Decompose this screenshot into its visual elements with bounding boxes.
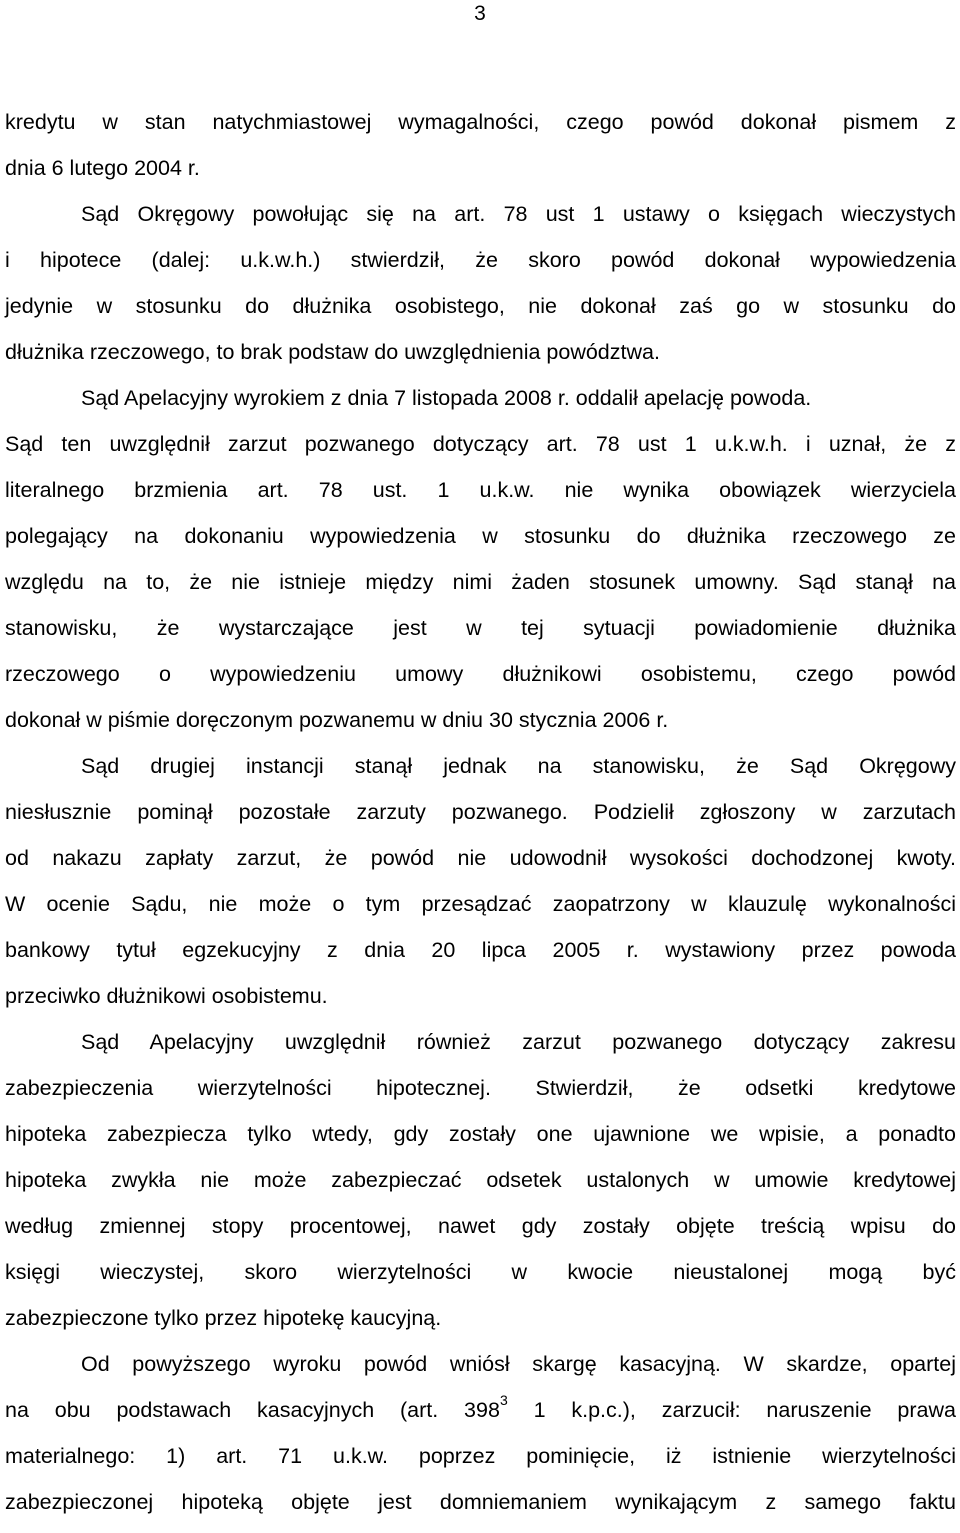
text-line: zabezpieczenia wierzytelności hipotecznej. Stwierdził, że odsetki kredytowe (5, 1076, 956, 1100)
text-line: księgi wieczystej, skoro wierzytelności w kwocie nieustalonej mogą być (5, 1260, 956, 1284)
text-line: polegający na dokonaniu wypowiedzenia w stosunku do dłużnika rzeczowego ze (5, 524, 956, 548)
text-line-with-superscript (5, 1387, 956, 1433)
text-line: kredytu w stan natychmiastowej wymagalności, czego powód dokonał pismem z (5, 110, 956, 134)
text-line: niesłusznie pominął pozostałe zarzuty pozwanego. Podzielił zgłoszony w zarzutach (5, 800, 956, 824)
paragraph-6 (5, 1341, 956, 1525)
text-line: dłużnika rzeczowego, to brak podstaw do uwzględnienia powództwa. (5, 340, 660, 364)
superscript: 3 (499, 1391, 508, 1408)
text-line: zabezpieczonej hipoteką objęte jest domniemaniem wynikającym z samego faktu (5, 1490, 956, 1514)
text-line: przeciwko dłużnikowi osobistemu. (5, 984, 328, 1008)
text-line: W ocenie Sądu, nie może o tym przesądzać zaopatrzony w klauzulę wykonalności (5, 892, 956, 916)
text-line: od nakazu zapłaty zarzut, że powód nie udowodnił wysokości dochodzonej kwoty. (5, 846, 956, 870)
text-segment: na obu podstawach kasacyjnych (art. 398 (5, 1398, 500, 1422)
page-number: 3 (474, 2, 486, 25)
text-line: zabezpieczone tylko przez hipotekę kaucyjną. (5, 1306, 442, 1330)
text-line: bankowy tytuł egzekucyjny z dnia 20 lipca 2005 r. wystawiony przez powoda (5, 938, 956, 962)
text-line: hipoteka zabezpiecza tylko wtedy, gdy zostały one ujawnione we wpisie, a ponadto (5, 1122, 956, 1146)
text-line: hipoteka zwykła nie może zabezpieczać odsetek ustalonych w umowie kredytowej (5, 1168, 956, 1192)
paragraph-2 (5, 191, 956, 375)
text-line: według zmiennej stopy procentowej, nawet gdy zostały objęte treścią wpisu do (5, 1214, 956, 1238)
text-line: dnia 6 lutego 2004 r. (5, 156, 200, 180)
text-line: Sąd Okręgowy powołując się na art. 78 ust 1 ustawy o księgach wieczystych (81, 202, 956, 226)
paragraph-1 (5, 99, 956, 191)
document-body (5, 99, 956, 1525)
text-line: Sąd ten uwzględnił zarzut pozwanego dotyczący art. 78 ust 1 u.k.w.h. i uznał, że z (5, 432, 956, 456)
paragraph-4 (5, 743, 956, 1019)
paragraph-3 (5, 375, 956, 743)
text-line: dokonał w piśmie doręczonym pozwanemu w dniu 30 stycznia 2006 r. (5, 708, 669, 732)
text-line: stanowisku, że wystarczające jest w tej sytuacji powiadomienie dłużnika (5, 616, 956, 640)
text-segment: 1 k.p.c.), zarzucił: naruszenie prawa (507, 1398, 956, 1422)
text-line: jedynie w stosunku do dłużnika osobistego, nie dokonał zaś go w stosunku do (5, 294, 956, 318)
text-line: Sąd drugiej instancji stanął jednak na stanowisku, że Sąd Okręgowy (81, 754, 956, 778)
text-line: względu na to, że nie istnieje między nimi żaden stosunek umowny. Sąd stanął na (5, 570, 956, 594)
text-line: i hipotece (dalej: u.k.w.h.) stwierdził, że skoro powód dokonał wypowiedzenia (5, 248, 956, 272)
paragraph-5 (5, 1019, 956, 1341)
text-line: Sąd Apelacyjny uwzględnił również zarzut pozwanego dotyczący zakresu (81, 1030, 956, 1054)
text-line: literalnego brzmienia art. 78 ust. 1 u.k.w. nie wynika obowiązek wierzyciela (5, 478, 956, 502)
text-line: materialnego: 1) art. 71 u.k.w. poprzez pominięcie, iż istnienie wierzytelności (5, 1444, 956, 1468)
text-line: Sąd Apelacyjny wyrokiem z dnia 7 listopada 2008 r. oddalił apelację powoda. (81, 386, 812, 410)
text-line: rzeczowego o wypowiedzeniu umowy dłużnikowi osobistemu, czego powód (5, 662, 956, 686)
text-line: Od powyższego wyroku powód wniósł skargę kasacyjną. W skardze, opartej (81, 1352, 956, 1376)
